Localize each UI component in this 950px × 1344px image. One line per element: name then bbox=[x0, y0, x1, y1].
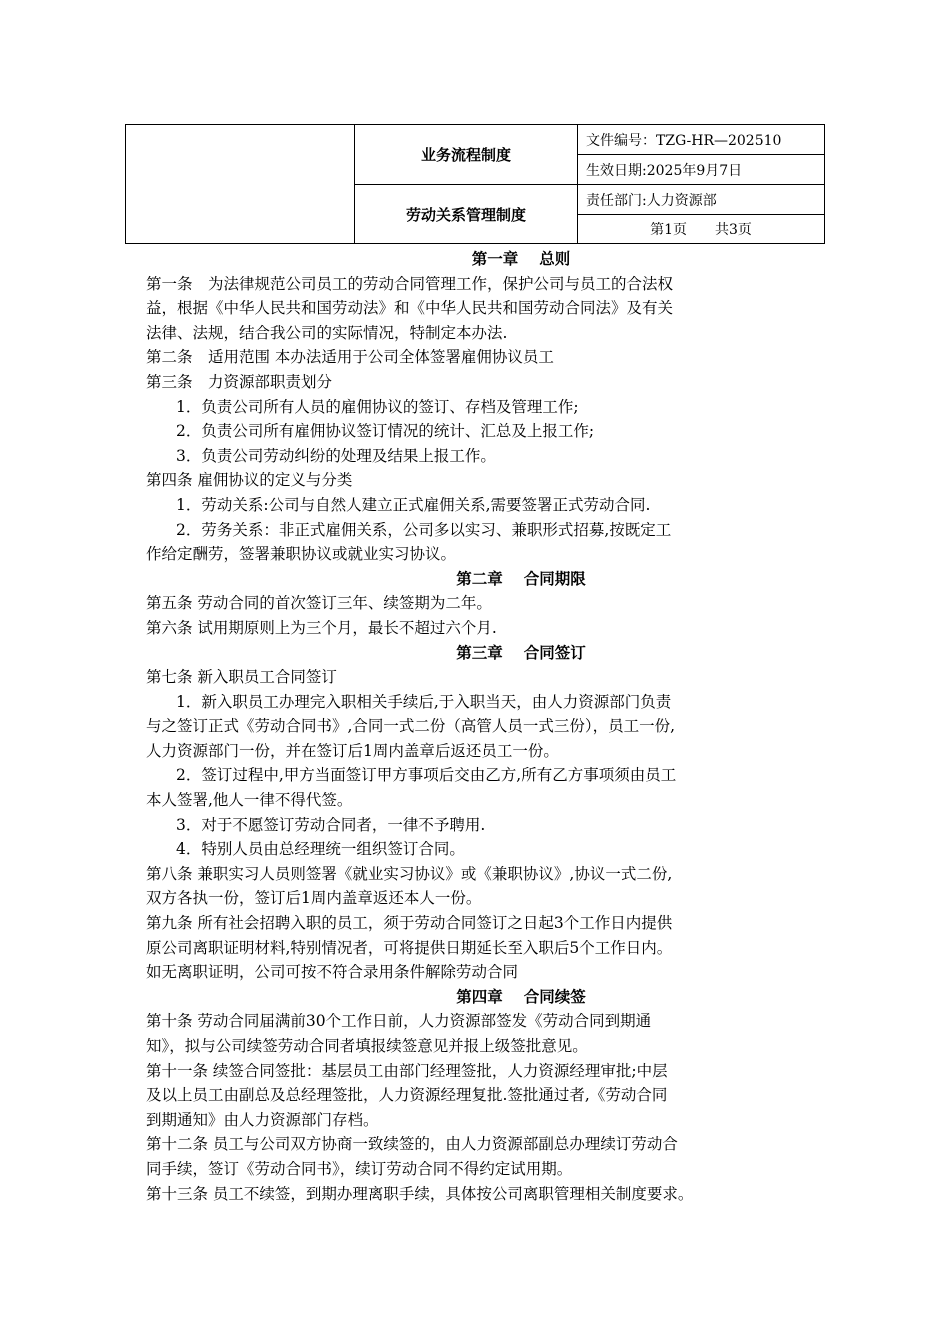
paragraph-line: 第九条 所有社会招聘入职的员工，须于劳动合同签订之日起3个工作日内提供 bbox=[146, 914, 673, 933]
paragraph-line: 第十一条 续签合同签批：基层员工由部门经理签批，人力资源经理审批;中层 bbox=[146, 1061, 668, 1080]
paragraph-line: 本人签署,他人一律不得代签。 bbox=[146, 791, 353, 810]
paragraph-line: 2．负责公司所有雇佣协议签订情况的统计、汇总及上报工作; bbox=[176, 422, 595, 441]
chapter-heading: 第一章 总则 bbox=[471, 250, 571, 268]
paragraph-line: 第五条 劳动合同的首次签订三年、续签期为二年。 bbox=[146, 594, 492, 613]
paragraph-line: 第七条 新入职员工合同签订 bbox=[146, 668, 337, 687]
effective-date: 生效日期:2025年9月7日 bbox=[578, 155, 825, 185]
paragraph-line: 知》，拟与公司续签劳动合同者填报续签意见并报上级签批意见。 bbox=[146, 1037, 588, 1055]
paragraph-line: 同手续，签订《劳动合同书》，续订劳动合同不得约定试用期。 bbox=[146, 1159, 573, 1178]
process-title: 业务流程制度 bbox=[355, 125, 578, 185]
paragraph-line: 第三条 力资源部职责划分 bbox=[146, 372, 333, 391]
logo-cell bbox=[126, 125, 355, 244]
paragraph-line: 作给定酬劳，签署兼职协议或就业实习协议。 bbox=[146, 545, 457, 564]
paragraph-line: 第一条 为法律规范公司员工的劳动合同管理工作，保护公司与员工的合法权 bbox=[146, 274, 674, 293]
chapter-heading: 第三章 合同签订 bbox=[456, 643, 586, 662]
paragraph-line: 1．劳动关系:公司与自然人建立正式雇佣关系,需要签署正式劳动合同. bbox=[176, 495, 651, 514]
responsible-department: 责任部门:人力资源部 bbox=[578, 185, 825, 215]
paragraph-line: 3．对于不愿签订劳动合同者，一律不予聘用. bbox=[176, 815, 486, 834]
paragraph-line: 2．劳务关系：非正式雇佣关系，公司多以实习、兼职形式招募,按既定工 bbox=[176, 520, 672, 539]
paragraph-line: 双方各执一份，签订后1周内盖章返还本人一份。 bbox=[146, 889, 482, 908]
paragraph-line: 原公司离职证明材料,特别情况者，可将提供日期延长至入职后5个工作日内。 bbox=[146, 938, 673, 957]
paragraph-line: 第八条 兼职实习人员则签署《就业实习协议》或《兼职协议》,协议一式二份, bbox=[146, 864, 673, 883]
paragraph-line: 第十三条 员工不续签，到期办理离职手续，具体按公司离职管理相关制度要求。 bbox=[146, 1184, 694, 1203]
paragraph-line: 1．新入职员工办理完入职相关手续后,于入职当天，由人力资源部门负责 bbox=[176, 692, 672, 711]
paragraph-line: 第二条 适用范围 本办法适用于公司全体签署雇佣协议员工 bbox=[146, 348, 554, 367]
paragraph-line: 第十二条 员工与公司双方协商一致续签的，由人力资源部副总办理续订劳动合 bbox=[146, 1135, 678, 1154]
document-title: 劳动关系管理制度 bbox=[355, 185, 578, 244]
paragraph-line: 到期通知》由人力资源部门存档。 bbox=[146, 1110, 379, 1129]
page-info: 第1页 共3页 bbox=[578, 215, 825, 244]
paragraph-line: 4．特别人员由总经理统一组织签订合同。 bbox=[176, 840, 465, 859]
paragraph-line: 人力资源部门一份，并在签订后1周内盖章后返还员工一份。 bbox=[146, 741, 559, 760]
paragraph-line: 如无离职证明，公司可按不符合录用条件解除劳动合同 bbox=[146, 963, 519, 982]
paragraph-line: 3．负责公司劳动纠纷的处理及结果上报工作。 bbox=[176, 446, 496, 465]
document-body bbox=[146, 247, 826, 1206]
chapter-heading: 第四章 合同续签 bbox=[456, 987, 586, 1006]
paragraph-line: 益，根据《中华人民共和国劳动法》和《中华人民共和国劳动合同法》及有关 bbox=[146, 299, 674, 318]
chapter-heading: 第二章 合同期限 bbox=[456, 569, 586, 588]
paragraph-line: 第四条 雇佣协议的定义与分类 bbox=[146, 471, 353, 490]
paragraph-line: 第十条 劳动合同届满前30个工作日前，人力资源部签发《劳动合同到期通 bbox=[146, 1012, 652, 1031]
paragraph-line: 与之签订正式《劳动合同书》,合同一式二份（高管人员一式三份），员工一份, bbox=[146, 717, 676, 736]
paragraph-line: 及以上员工由副总及总经理签批，人力资源经理复批.签批通过者,《劳动合同 bbox=[146, 1086, 668, 1105]
file-number: 文件编号：TZG-HR—202510 bbox=[578, 125, 825, 155]
paragraph-line: 法律、法规，结合我公司的实际情况，特制定本办法. bbox=[146, 323, 508, 342]
document-header-table bbox=[125, 124, 825, 244]
paragraph-line: 第六条 试用期原则上为三个月，最长不超过六个月. bbox=[146, 618, 497, 637]
paragraph-line: 2．签订过程中,甲方当面签订甲方事项后交由乙方,所有乙方事项须由员工 bbox=[176, 766, 677, 785]
paragraph-line: 1．负责公司所有人员的雇佣协议的签订、存档及管理工作; bbox=[176, 397, 579, 416]
